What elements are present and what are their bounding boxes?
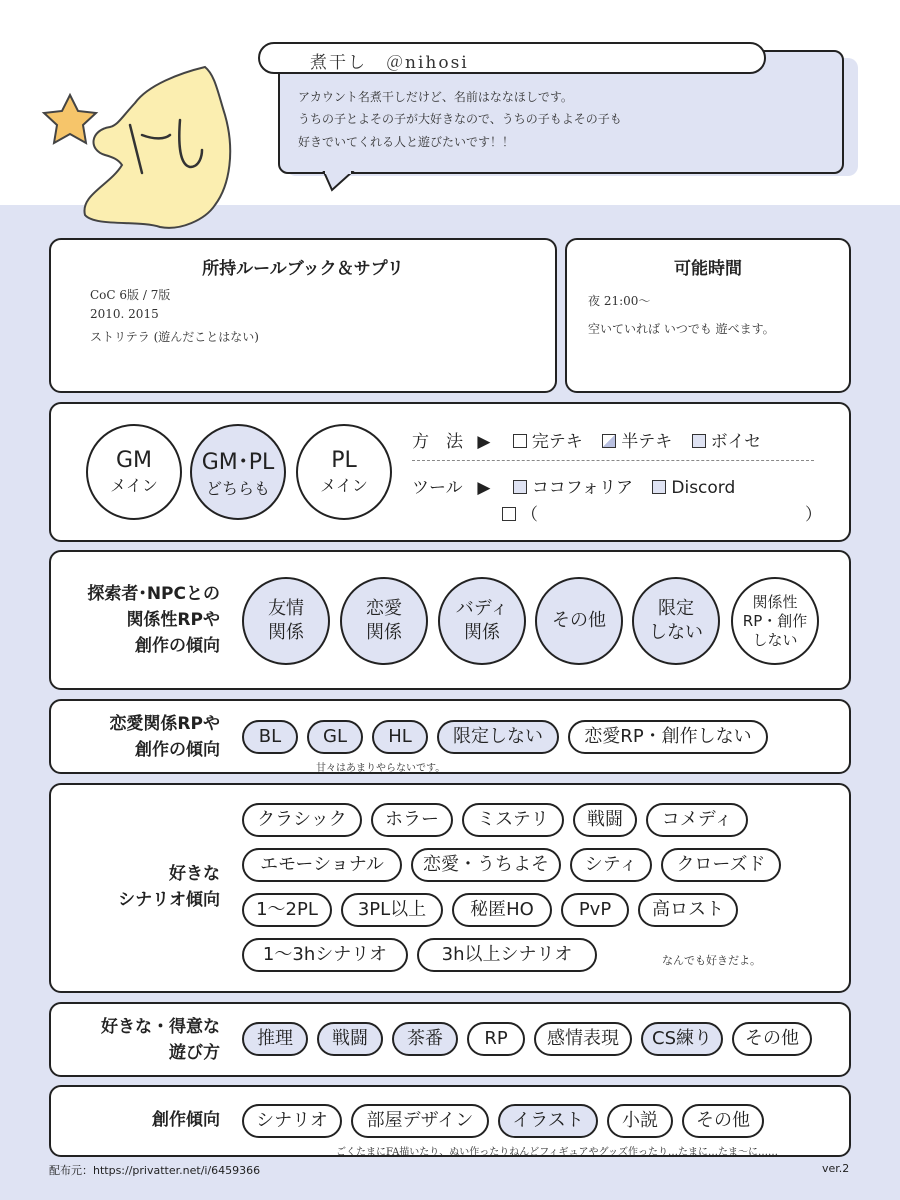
bubble-tail-icon <box>322 170 362 194</box>
rulebooks-note-2: 2010. 2015 <box>90 307 159 321</box>
scenario-classic[interactable]: クラシック <box>242 803 362 837</box>
role-both-line1: GM･PL <box>201 450 275 475</box>
creation-room-design[interactable]: 部屋デザイン <box>351 1104 489 1138</box>
profile-name: 煮干し ＠nihosi <box>310 53 469 73</box>
scenario-note: なんでも好きだよ。 <box>662 954 761 967</box>
checkbox-checked-icon <box>513 480 527 494</box>
relation-item-line: 限定 <box>658 598 694 619</box>
relation-item-line: 関係 <box>464 622 500 643</box>
romance-label-line: 創作の傾向 <box>135 740 220 760</box>
role-pl[interactable] <box>296 424 392 520</box>
play-emotion[interactable]: 感情表現 <box>534 1022 632 1056</box>
rulebooks-note-1: CoC 6版 / 7版 <box>90 288 171 302</box>
scenario-1-3h[interactable]: 1〜3hシナリオ <box>242 938 408 972</box>
checkbox-checked-icon <box>652 480 666 494</box>
checkbox-icon[interactable] <box>502 507 516 521</box>
role-gm-line1: GM <box>115 448 153 473</box>
scenario-mystery[interactable]: ミステリ <box>462 803 564 837</box>
relation-buddy[interactable] <box>438 577 526 665</box>
tool-option-label: Discord <box>671 478 736 498</box>
role-gm-line2: メイン <box>110 476 158 495</box>
creation-novel[interactable]: 小説 <box>607 1104 673 1138</box>
role-pl-line2: メイン <box>320 476 368 495</box>
play-deduction[interactable]: 推理 <box>242 1022 308 1056</box>
scenario-pvp[interactable]: PvP <box>561 893 629 927</box>
relation-item-line: しない <box>649 622 703 643</box>
method-option-kanteki[interactable] <box>513 432 583 452</box>
relation-item-line: 恋愛 <box>366 598 402 619</box>
relation-item-line: RP・創作 <box>742 611 808 630</box>
method-row <box>412 427 761 452</box>
rulebooks-note-3: ストリテラ (遊んだことはない) <box>90 330 259 344</box>
role-pl-line1: PL <box>331 448 357 473</box>
bio-line-1: アカウント名煮干しだけど、名前はななほしです。 <box>298 90 573 104</box>
role-both[interactable] <box>190 424 286 520</box>
relation-label-line: 創作の傾向 <box>135 636 220 656</box>
method-label: 方 法 <box>412 432 463 452</box>
relation-item-line: 関係性 <box>752 592 798 611</box>
scenario-battle[interactable]: 戦闘 <box>573 803 637 837</box>
tool-arrow: ▶ <box>477 478 491 498</box>
romance-label-line: 恋愛関係RPや <box>109 714 220 734</box>
bio-line-3: 好きでいてくれる人と遊びたいです！！ <box>298 135 515 149</box>
relation-label-line: 関係性RPや <box>126 610 220 630</box>
mascot-icon <box>30 55 260 235</box>
play-rp[interactable]: RP <box>467 1022 525 1056</box>
scenario-1-2pl[interactable]: 1〜2PL <box>242 893 332 927</box>
rulebooks-title: 所持ルールブック＆サプリ <box>202 259 404 279</box>
checkbox-half-icon <box>602 434 616 448</box>
scenario-closed[interactable]: クローズド <box>661 848 781 882</box>
creation-illust[interactable]: イラスト <box>498 1104 598 1138</box>
creation-other[interactable]: その他 <box>682 1104 764 1138</box>
romance-unlimited[interactable]: 限定しない <box>437 720 559 754</box>
relation-item-line: 関係 <box>366 622 402 643</box>
tool-other-open: （ <box>521 505 538 525</box>
scenario-comedy[interactable]: コメディ <box>646 803 748 837</box>
scenario-secret-ho[interactable]: 秘匿HO <box>452 893 552 927</box>
romance-hl[interactable]: HL <box>372 720 428 754</box>
checkbox-checked-icon <box>692 434 706 448</box>
tool-option-cocofolia[interactable] <box>513 478 633 498</box>
scenario-label <box>60 861 220 913</box>
relation-item-line: その他 <box>552 610 606 631</box>
relation-other[interactable] <box>535 577 623 665</box>
method-arrow: ▶ <box>477 432 491 452</box>
creation-label: 創作傾向 <box>152 1110 220 1130</box>
method-option-label: 完テキ <box>531 432 583 452</box>
scenario-high-lost[interactable]: 高ロスト <box>638 893 738 927</box>
relation-none[interactable] <box>731 577 819 665</box>
scenario-3pl[interactable]: 3PL以上 <box>341 893 443 927</box>
play-cs[interactable]: CS練り <box>641 1022 723 1056</box>
footer-source: 配布元：https://privatter.net/i/6459366 <box>49 1164 261 1177</box>
relation-item-line: 関係 <box>268 622 304 643</box>
tool-option-label: ココフォリア <box>531 478 633 498</box>
play-label <box>60 1014 220 1066</box>
tool-option-discord[interactable] <box>652 478 735 498</box>
tool-other-close: ） <box>805 505 822 525</box>
romance-note: 甘々はあまりやらないです。 <box>316 763 446 774</box>
relation-unlimited[interactable] <box>632 577 720 665</box>
relation-label-line: 探索者･NPCとの <box>87 584 220 604</box>
romance-bl[interactable]: BL <box>242 720 298 754</box>
tool-label: ツール <box>412 478 463 498</box>
checkbox-icon <box>513 434 527 448</box>
relation-item-line: 友情 <box>268 598 304 619</box>
method-option-hanteki[interactable] <box>602 432 672 452</box>
relation-label <box>60 581 220 659</box>
time-note-2: 空いていれば いつでも 遊べます。 <box>588 322 775 336</box>
scenario-romance-uchiyoso[interactable]: 恋愛・うちよそ <box>411 848 561 882</box>
relation-item-line: バディ <box>455 598 509 619</box>
method-divider <box>412 460 814 461</box>
scenario-emotional[interactable]: エモーショナル <box>242 848 402 882</box>
creation-scenario[interactable]: シナリオ <box>242 1104 342 1138</box>
play-chaban[interactable]: 茶番 <box>392 1022 458 1056</box>
romance-none[interactable]: 恋愛RP・創作しない <box>568 720 768 754</box>
play-battle[interactable]: 戦闘 <box>317 1022 383 1056</box>
play-label-line: 好きな・得意な <box>101 1017 220 1037</box>
tool-other-row <box>502 500 822 525</box>
role-gm[interactable] <box>86 424 182 520</box>
tool-row <box>412 473 735 498</box>
scenario-horror[interactable]: ホラー <box>371 803 453 837</box>
method-option-voice[interactable] <box>692 432 762 452</box>
creation-note: ごくたまにFA描いたり、ぬい作ったりねんどフィギュアやグッズ作ったり…たまに…たま〜に…… <box>336 1147 778 1158</box>
romance-gl[interactable]: GL <box>307 720 363 754</box>
play-other[interactable]: その他 <box>732 1022 812 1056</box>
scenario-label-line: 好きな <box>169 864 220 884</box>
bio-line-2: うちの子とよその子が大好きなので、うちの子もよその子も <box>298 112 622 126</box>
scenario-3h-plus[interactable]: 3h以上シナリオ <box>417 938 597 972</box>
romance-label <box>60 711 220 763</box>
method-option-label: ボイセ <box>710 432 762 452</box>
relation-item-line: しない <box>752 630 798 649</box>
time-note-1: 夜 21:00〜 <box>588 294 651 308</box>
footer-version: ver.2 <box>822 1162 850 1175</box>
method-option-label: 半テキ <box>621 432 673 452</box>
play-label-line: 遊び方 <box>169 1043 220 1063</box>
scenario-city[interactable]: シティ <box>570 848 652 882</box>
relation-romance[interactable] <box>340 577 428 665</box>
time-title: 可能時間 <box>674 259 742 279</box>
scenario-label-line: シナリオ傾向 <box>118 890 220 910</box>
role-both-line2: どちらも <box>205 479 270 498</box>
relation-friendship[interactable] <box>242 577 330 665</box>
